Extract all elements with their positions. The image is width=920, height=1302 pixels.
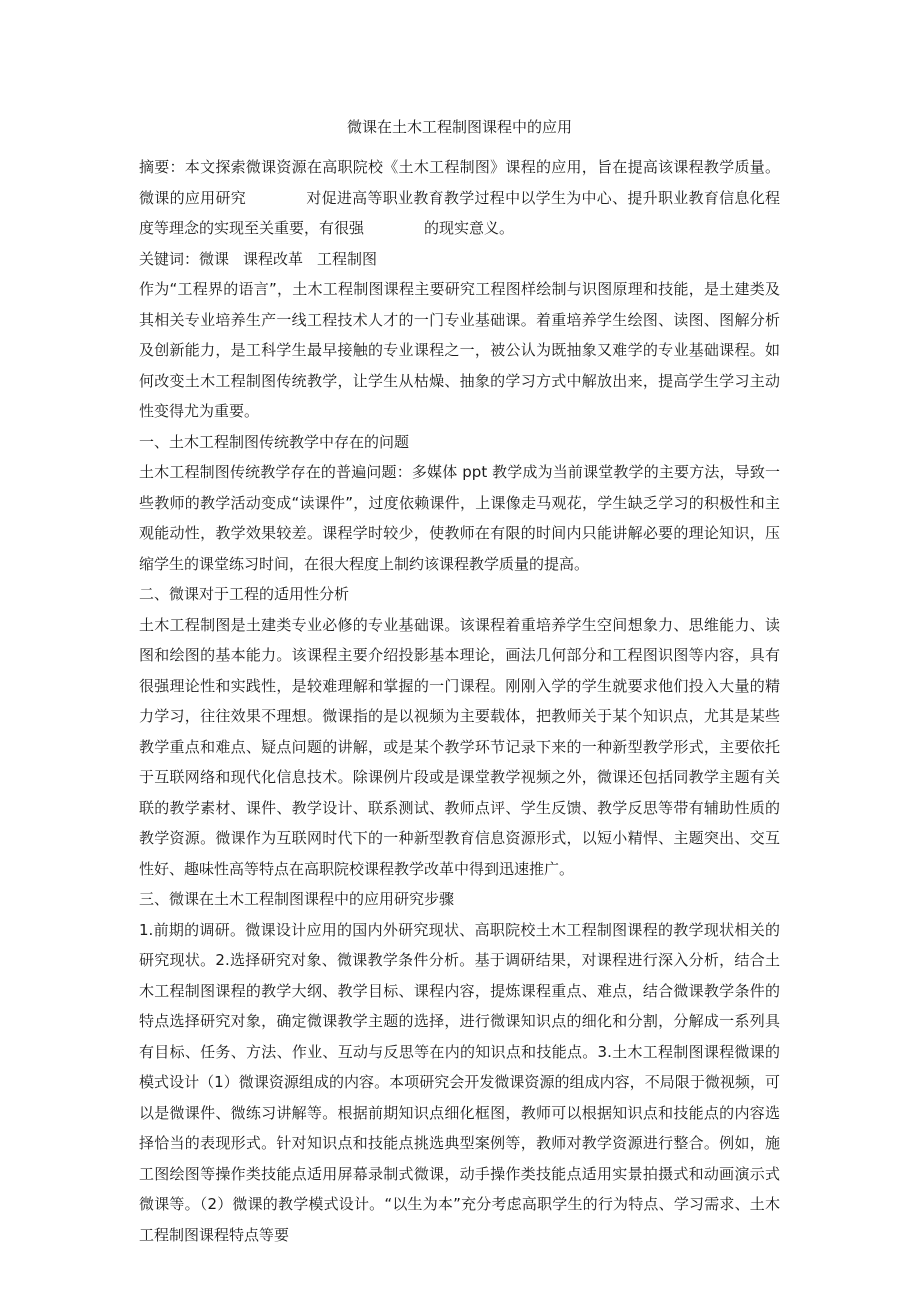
section-3-heading: 三、微课在土木工程制图课程中的应用研究步骤 [139, 890, 455, 908]
section-1-body: 土木工程制图传统教学存在的普遍问题：多媒体 ppt 教学成为当前课堂教学的主要方法，导致一些教师的教学活动变成“读课件”，过度依赖课件，上课像走马观花，学生缺乏学习的积极性和主观能动性，教学效果较差。课程学时较少，使教师在有限的时间内只能讲解必要的理论知识，压缩学生的课堂练习时间，在很大程度上制约该课程教学质量的提高。 [139, 463, 780, 573]
keyword-1: 微课 [199, 249, 230, 268]
keyword-2: 课程改革 [243, 249, 304, 268]
intro-paragraph: 作为“工程界的语言”，土木工程制图课程主要研究工程图样绘制与识图原理和技能，是土建类及其相关专业培养生产一线工程技术人才的一门专业基础课。着重培养学生绘图、读图、图解分析及创新能力，是工科学生最早接触的专业课程之一，被公认为既抽象又难学的专业基础课程。如何改变土木工程制图传统教学，让学生从枯燥、抽象的学习方式中解放出来，提高学生学习主动性变得尤为重要。 [139, 280, 780, 420]
section-2-heading: 二、微课对于工程的适用性分析 [139, 585, 350, 603]
document-title: 微课在土木工程制图课程中的应用 [346, 118, 572, 136]
abstract-paragraph [139, 152, 780, 244]
section-3-body: 1.前期的调研。微课设计应用的国内外研究现状、高职院校土木工程制图课程的教学现状相关的研究现状。2.选择研究对象、微课教学条件分析。基于调研结果，对课程进行深入分析，结合土木工程制图课程的教学大纲、教学目标、课程内容，提炼课程重点、难点，结合微课教学条件的特点选择研究对象，确定微课教学主题的选择，进行微课知识点的细化和分割，分解成一系列具有目标、任务、方法、作业、互动与反思等在内的知识点和技能点。3.土木工程制图课程微课的模式设计（1）微课资源组成的内容。本项研究会开发微课资源的组成内容，不局限于微视频，可以是微课件、微练习讲解等。根据前期知识点细化框图，教师可以根据知识点和技能点的内容选择恰当的表现形式。针对知识点和技能点挑选典型案例等，教师对教学资源进行整合。例如，施工图绘图等操作类技能点适用屏幕录制式微课，动手操作类技能点适用实景拍摄式和动画演示式微课等。（2）微课的教学模式设计。“以生为本”充分考虑高职学生的行为特点、学习需求、土木工程制图课程特点等要 [139, 920, 780, 1244]
keywords-label: 关键词： [139, 249, 200, 268]
abstract-text-2: 对促进高等职业教育教学过程中以学生为中心、提升职业教育信息化程度等理念的实现至关重要，有很强 [139, 188, 780, 237]
section-2-body: 土木工程制图是土建类专业必修的专业基础课。该课程着重培养学生空间想象力、思维能力、读图和绘图的基本能力。该课程主要介绍投影基本理论，画法几何部分和工程图识图等内容，具有很强理论性和实践性，是较难理解和掌握的一门课程。刚刚入学的学生就要求他们投入大量的精力学习，往往效果不理想。微课指的是以视频为主要载体，把教师关于某个知识点，尤其是某些教学重点和难点、疑点问题的讲解，或是某个教学环节记录下来的一种新型教学形式，主要依托于互联网络和现代化信息技术。除课例片段或是课堂教学视频之外，微课还包括同教学主题有关联的教学素材、课件、教学设计、联系测试、教师点评、学生反馈、教学反思等带有辅助性质的教学资源。微课作为互联网时代下的一种新型教育信息资源形式，以短小精悍、主题突出、交互性好、趣味性高等特点在高职院校课程教学改革中得到迅速推广。 [139, 615, 780, 878]
abstract-text-1: 摘要：本文探索微课资源在高职院校《土木工程制图》课程的应用，旨在提高该课程教学质量。微课的应用研究 [139, 158, 780, 207]
abstract-text-3: 的现实意义。 [424, 219, 515, 237]
section-1-heading: 一、土木工程制图传统教学中存在的问题 [139, 432, 410, 451]
keywords-line [139, 244, 780, 275]
keyword-3: 工程制图 [317, 249, 378, 268]
